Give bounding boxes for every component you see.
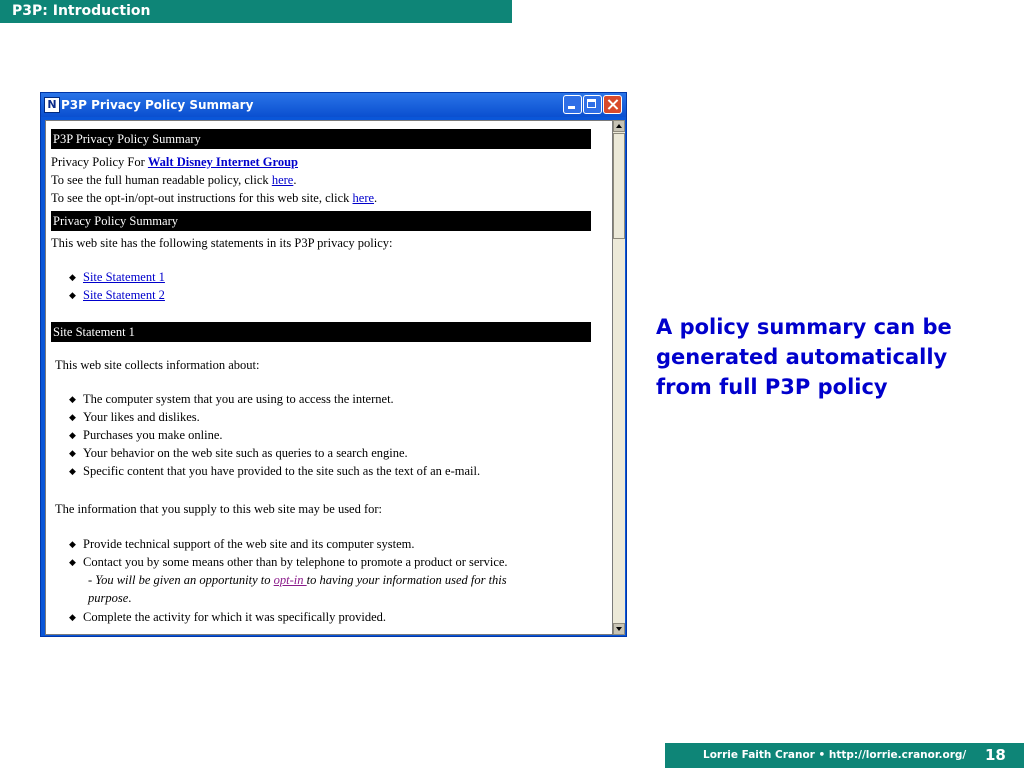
window-title: P3P Privacy Policy Summary — [61, 98, 254, 112]
maximize-button[interactable] — [583, 95, 602, 114]
policy-content — [45, 120, 613, 635]
optin-here-link[interactable]: here — [352, 191, 375, 205]
close-button[interactable] — [603, 95, 622, 114]
scroll-up-arrow-icon[interactable] — [613, 120, 625, 132]
scroll-thumb[interactable] — [613, 133, 625, 239]
full-policy-line — [51, 171, 296, 189]
section-bar-summary-title: P3P Privacy Policy Summary — [51, 129, 591, 149]
policy-for-label: Privacy Policy For — [51, 155, 148, 169]
uses-list-part1 — [46, 535, 508, 571]
list-item: ◆ The computer system that you are using to access the internet. — [46, 390, 480, 408]
vertical-scrollbar[interactable] — [613, 120, 625, 635]
policy-for-line — [51, 153, 298, 171]
list-item: ◆ Purchases you make online. — [46, 426, 480, 444]
collects-list — [46, 390, 480, 480]
full-policy-period: . — [293, 173, 297, 187]
optin-note-period: . — [128, 591, 132, 605]
optin-line — [51, 189, 377, 207]
list-item: ◆ Complete the activity for which it was specifically provided. — [46, 608, 386, 626]
policy-summary-window — [40, 92, 627, 637]
list-item: ◆ Your behavior on the web site such as queries to a search engine. — [46, 444, 480, 462]
optin-note-suffix: to having your information used for this — [306, 573, 507, 587]
collects-intro: This web site collects information about: — [55, 358, 260, 372]
list-item — [46, 286, 165, 304]
list-item — [46, 268, 165, 286]
slide-header-bar — [0, 0, 512, 23]
optin-note — [88, 571, 507, 589]
minimize-button[interactable] — [563, 95, 582, 114]
slide-footer-bar — [665, 743, 1024, 768]
list-item: ◆ Contact you by some means other than by telephone to promote a product or service. — [46, 553, 508, 571]
full-policy-here-link[interactable]: here — [271, 173, 294, 187]
site-statement-1-link[interactable]: Site Statement 1 — [83, 270, 165, 284]
slide-caption: A policy summary can be generated automatically from full P3P policy — [656, 315, 952, 399]
statement-list — [46, 268, 165, 304]
list-item: ◆ Specific content that you have provided to the site such as the text of an e-mail. — [46, 462, 480, 480]
netscape-app-icon: N — [44, 97, 60, 113]
optin-note-purpose: purpose — [88, 591, 129, 605]
section-bar-policy-summary: Privacy Policy Summary — [51, 211, 591, 231]
scroll-down-arrow-icon[interactable] — [613, 623, 625, 635]
optin-note-link[interactable]: opt-in — [273, 573, 307, 587]
section-bar-site-statement-1: Site Statement 1 — [51, 322, 591, 342]
uses-list-part2 — [46, 608, 386, 626]
optin-note-line2 — [88, 589, 131, 607]
organization-link[interactable]: Walt Disney Internet Group — [147, 155, 298, 169]
footer-author-url: Lorrie Faith Cranor • http://lorrie.cranor.org/ — [703, 749, 967, 761]
list-item: ◆ Provide technical support of the web site and its computer system. — [46, 535, 508, 553]
optin-note-prefix: - You will be given an opportunity to — [88, 573, 274, 587]
page-number: 18 — [985, 746, 1006, 764]
slide-title: P3P: Introduction — [12, 3, 151, 19]
uses-intro: The information that you supply to this web site may be used for: — [55, 502, 383, 516]
list-item: ◆ Your likes and dislikes. — [46, 408, 480, 426]
site-statement-2-link[interactable]: Site Statement 2 — [83, 288, 165, 302]
optin-label: To see the opt-in/opt-out instructions for this web site, click — [51, 191, 353, 205]
window-titlebar[interactable] — [41, 93, 626, 117]
statements-intro: This web site has the following statements in its P3P privacy policy: — [51, 236, 393, 250]
full-policy-label: To see the full human readable policy, click — [51, 173, 272, 187]
optin-period: . — [374, 191, 378, 205]
